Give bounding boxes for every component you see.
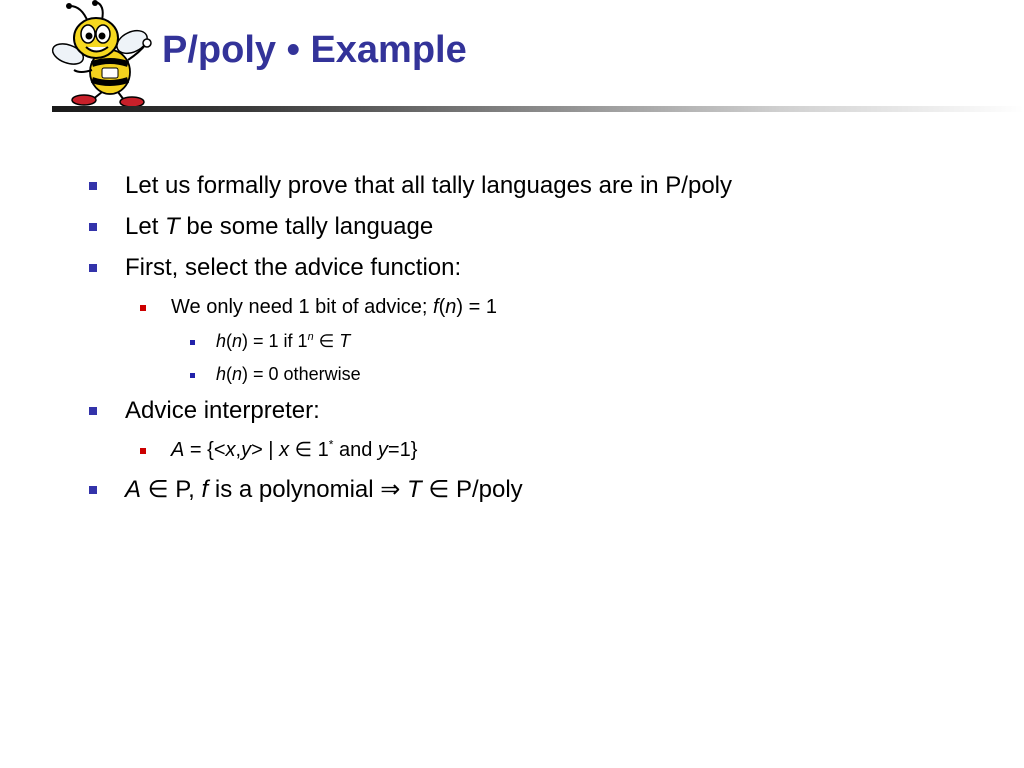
bullet-text: ∈ P, bbox=[141, 476, 202, 503]
bullet-item bbox=[125, 172, 732, 200]
slide-title: P/poly • Example bbox=[162, 29, 467, 71]
bullet-text: , bbox=[235, 439, 242, 461]
math-variable: A bbox=[171, 439, 185, 461]
bullet-marker-level3 bbox=[190, 340, 195, 345]
bullet-text: Advice interpreter: bbox=[125, 397, 320, 424]
bullet-marker-level1 bbox=[89, 223, 97, 231]
bullet-marker-level1 bbox=[89, 182, 97, 190]
bullet-item bbox=[125, 397, 320, 425]
bullet-marker-level1 bbox=[89, 486, 97, 494]
math-variable: f bbox=[433, 296, 439, 318]
bullet-text: ( bbox=[438, 296, 446, 318]
bullet-text: ) = 1 if 1 bbox=[242, 331, 308, 351]
bullet-item bbox=[125, 213, 433, 241]
bullet-text: Let us formally prove that all tally languages are in P/poly bbox=[125, 172, 732, 199]
math-variable: A bbox=[125, 476, 142, 503]
bullet-text: ( bbox=[226, 364, 233, 384]
bullet-marker-level3 bbox=[190, 373, 195, 378]
bullet-marker-level2 bbox=[140, 305, 146, 311]
sub-sub-bullet-item bbox=[216, 363, 361, 385]
bullet-text: be some tally language bbox=[179, 213, 434, 240]
math-variable: T bbox=[165, 213, 180, 240]
math-variable: n bbox=[445, 296, 457, 318]
bullet-text: ∈ P/poly bbox=[421, 476, 523, 503]
bullet-text: ) = 0 otherwise bbox=[242, 364, 361, 384]
math-variable: h bbox=[216, 364, 227, 384]
math-variable: h bbox=[216, 331, 227, 351]
bullet-text: ∈ 1 bbox=[289, 439, 329, 461]
math-variable: x bbox=[279, 439, 290, 461]
bullet-marker-level1 bbox=[89, 407, 97, 415]
math-variable: y bbox=[377, 439, 388, 461]
bullet-item bbox=[125, 476, 523, 504]
bullet-item bbox=[125, 254, 461, 282]
math-variable: T bbox=[407, 476, 422, 503]
math-superscript: * bbox=[328, 437, 334, 452]
bullet-text: ) = 1 bbox=[456, 296, 497, 318]
bullet-text: ∈ bbox=[313, 331, 340, 351]
bullet-text: ( bbox=[226, 331, 233, 351]
bullet-text: We only need 1 bit of advice; bbox=[171, 296, 434, 318]
sub-bullet-item bbox=[171, 438, 417, 462]
math-variable: x bbox=[225, 439, 236, 461]
math-variable: y bbox=[241, 439, 252, 461]
bullet-text: Let bbox=[125, 213, 166, 240]
math-variable: n bbox=[232, 364, 243, 384]
bullet-text: > | bbox=[251, 439, 280, 461]
bullet-marker-level1 bbox=[89, 264, 97, 272]
math-variable: n bbox=[232, 331, 243, 351]
math-variable: T bbox=[339, 331, 351, 351]
math-variable: f bbox=[201, 476, 209, 503]
bullet-text: is a polynomial ⇒ bbox=[208, 476, 408, 503]
bullet-text: and bbox=[333, 439, 378, 461]
bullet-text: First, select the advice function: bbox=[125, 254, 462, 281]
bullet-marker-level2 bbox=[140, 448, 146, 454]
sub-sub-bullet-item bbox=[216, 330, 350, 352]
math-superscript: n bbox=[307, 331, 314, 343]
bullet-text: =1} bbox=[387, 439, 418, 461]
sub-bullet-item bbox=[171, 295, 497, 319]
bullet-text: = {< bbox=[184, 439, 226, 461]
